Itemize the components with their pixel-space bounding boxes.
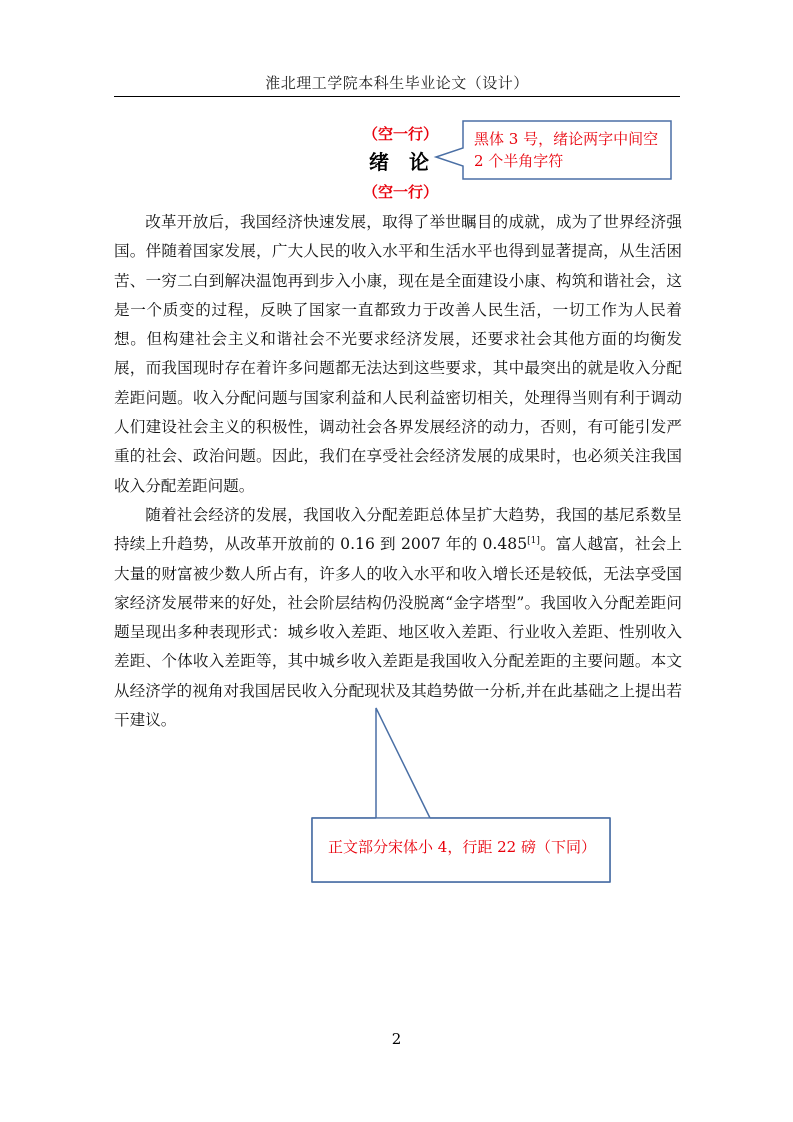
running-header: 淮北理工学院本科生毕业论文（设计） <box>265 74 529 92</box>
section-title: 绪 论 <box>369 150 431 174</box>
paragraph-2-part-1: 随着社会经济的发展，我国收入分配差距总体呈扩大趋势，我国的基尼系数呈持续上升趋势，从改革开放前的 0.16 到 2007 年的 0.485 <box>114 505 682 554</box>
title-callout-text: 黑体 3 号，绪论两字中间空 2 个半角字符 <box>474 130 659 170</box>
page-number: 2 <box>391 1030 402 1048</box>
blank-line-label-top: （空一行） <box>363 125 439 143</box>
blank-line-label-bottom: （空一行） <box>363 183 439 201</box>
paragraph-2 <box>114 501 682 735</box>
paragraph-1: 改革开放后，我国经济快速发展，取得了举世瞩目的成就，成为了世界经济强国。伴随着国家发展，广大人民的收入水平和生活水平也得到显著提高，从生活困苦、一穷二白到解决温饱再到步入小康，现在是全面建设小康、构筑和谐社会，这是一个质变的过程，反映了国家一直都致力于改善人民生活，一切工作为人民着想。但构建社会主义和谐社会不光要求经济发展，还要求社会其他方面的均衡发展，而我国现时存在着许多问题都无法达到这些要求，其中最突出的就是收入分配差距问题。收入分配问题与国家利益和人民利益密切相关，处理得当则有利于调动人们建设社会主义的积极性，调动社会各界发展经济的动力，否则，有可能引发严重的社会、政治问题。因此，我们在享受社会经济发展的成果时，也必须关注我国收入分配差距问题。 <box>114 213 682 495</box>
body-callout-text: 正文部分宋体小 4，行距 22 磅（下同） <box>328 838 596 856</box>
body-text <box>114 208 682 735</box>
citation-ref[interactable]: [1] <box>527 536 540 547</box>
paragraph-2-part-2: 。富人越富，社会上大量的财富被少数人所占有，许多人的收入水平和收入增长还是较低，无法享受国家经济发展带来的好处，社会阶层结构仍没脱离“金字塔型”。我国收入分配差距问题呈现出多种表现形式：城乡收入差距、地区收入差距、行业收入差距、性别收入差距、个体收入差距等，其中城乡收入差距是我国收入分配差距的主要问题。本文从经济学的视角对我国居民收入分配现状及其趋势做一分析,并在此基础之上提出若干建议。 <box>114 535 682 730</box>
